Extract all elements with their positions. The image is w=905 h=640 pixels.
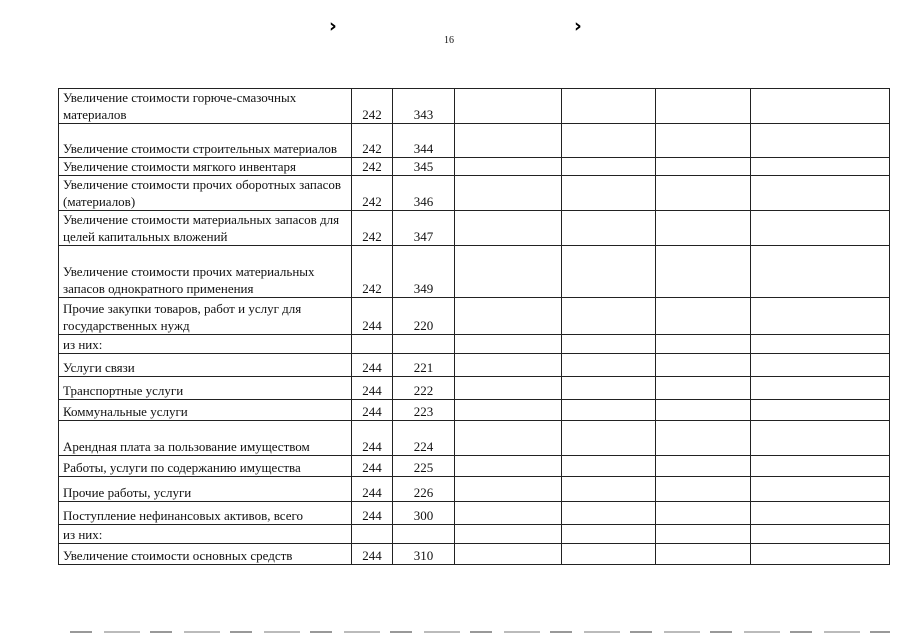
row-value-cell [455,211,562,246]
row-value-cell [562,298,656,335]
table-row [59,176,890,211]
row-kvr-cell: 244 [352,400,393,421]
row-value-cell [656,502,751,525]
row-kosgu-cell [393,525,455,544]
row-value-cell [656,124,751,158]
row-value-cell [455,158,562,176]
row-kvr-cell: 242 [352,246,393,298]
row-value-cell [455,335,562,354]
row-value-cell [751,354,890,377]
row-value-cell [656,298,751,335]
row-value-cell [455,89,562,124]
row-name-cell: Транспортные услуги [59,377,352,400]
row-kosgu-cell: 224 [393,421,455,456]
row-kvr-cell [352,335,393,354]
row-value-cell [751,377,890,400]
row-value-cell [751,89,890,124]
table-row [59,246,890,298]
row-value-cell [455,544,562,565]
row-value-cell [562,477,656,502]
row-value-cell [656,89,751,124]
row-kvr-cell: 242 [352,89,393,124]
table-row [59,158,890,176]
row-name-cell: Увеличение стоимости материальных запасов для целей капитальных вложений [59,211,352,246]
row-name-cell: Увеличение стоимости строительных материалов [59,124,352,158]
page-number: 16 [444,35,454,46]
row-value-cell [751,400,890,421]
row-value-cell [751,211,890,246]
row-value-cell [656,335,751,354]
row-value-cell [455,400,562,421]
row-value-cell [656,400,751,421]
row-name-cell: Арендная плата за пользование имуществом [59,421,352,456]
row-kosgu-cell: 222 [393,377,455,400]
row-value-cell [656,525,751,544]
row-kvr-cell: 242 [352,176,393,211]
row-kosgu-cell: 220 [393,298,455,335]
row-name-cell: Увеличение стоимости основных средств [59,544,352,565]
row-value-cell [455,477,562,502]
row-value-cell [562,124,656,158]
row-value-cell [751,246,890,298]
row-kosgu-cell: 346 [393,176,455,211]
row-name-cell: из них: [59,525,352,544]
table-row [59,400,890,421]
table-row [59,211,890,246]
table-row [59,544,890,565]
table-row [59,354,890,377]
row-name-cell: из них: [59,335,352,354]
row-value-cell [562,525,656,544]
row-value-cell [751,176,890,211]
row-kosgu-cell: 221 [393,354,455,377]
table-row [59,89,890,124]
row-kvr-cell: 244 [352,377,393,400]
row-name-cell: Увеличение стоимости мягкого инвентаря [59,158,352,176]
row-value-cell [562,421,656,456]
table-row [59,335,890,354]
row-kosgu-cell: 310 [393,544,455,565]
row-name-cell: Увеличение стоимости прочих оборотных запасов (материалов) [59,176,352,211]
row-value-cell [455,176,562,211]
row-name-cell: Работы, услуги по содержанию имущества [59,456,352,477]
row-value-cell [562,158,656,176]
row-value-cell [562,89,656,124]
row-value-cell [656,456,751,477]
row-value-cell [562,211,656,246]
row-value-cell [751,544,890,565]
row-value-cell [751,335,890,354]
row-value-cell [455,421,562,456]
row-value-cell [751,421,890,456]
row-kvr-cell: 244 [352,544,393,565]
table-row [59,477,890,502]
table-row [59,124,890,158]
row-value-cell [562,246,656,298]
row-value-cell [751,124,890,158]
row-kvr-cell: 244 [352,456,393,477]
row-value-cell [751,456,890,477]
row-kvr-cell: 244 [352,298,393,335]
row-kvr-cell: 244 [352,477,393,502]
row-value-cell [656,544,751,565]
budget-table-body [59,89,890,565]
row-kosgu-cell: 300 [393,502,455,525]
row-value-cell [562,400,656,421]
row-kosgu-cell [393,335,455,354]
row-kosgu-cell: 347 [393,211,455,246]
row-kosgu-cell: 344 [393,124,455,158]
row-value-cell [455,246,562,298]
table-row [59,525,890,544]
table-row [59,298,890,335]
row-kosgu-cell: 345 [393,158,455,176]
scan-mark-right: › [574,15,582,37]
row-value-cell [455,525,562,544]
row-kvr-cell: 242 [352,211,393,246]
row-value-cell [562,176,656,211]
row-name-cell: Увеличение стоимости горюче-смазочных материалов [59,89,352,124]
row-name-cell: Поступление нефинансовых активов, всего [59,502,352,525]
row-kvr-cell [352,525,393,544]
row-value-cell [455,354,562,377]
row-value-cell [455,456,562,477]
row-value-cell [656,211,751,246]
row-value-cell [751,158,890,176]
row-value-cell [656,477,751,502]
row-name-cell: Коммунальные услуги [59,400,352,421]
row-value-cell [455,502,562,525]
row-value-cell [751,525,890,544]
row-name-cell: Увеличение стоимости прочих материальных запасов однократного применения [59,246,352,298]
row-kosgu-cell: 343 [393,89,455,124]
budget-table [58,88,890,565]
row-kvr-cell: 242 [352,124,393,158]
row-kvr-cell: 244 [352,421,393,456]
row-name-cell: Услуги связи [59,354,352,377]
row-kvr-cell: 244 [352,354,393,377]
row-value-cell [656,354,751,377]
row-value-cell [455,377,562,400]
row-value-cell [656,176,751,211]
row-kosgu-cell: 223 [393,400,455,421]
scan-artifact-line [70,631,890,633]
row-value-cell [455,298,562,335]
row-value-cell [751,298,890,335]
row-value-cell [751,477,890,502]
table-row [59,456,890,477]
row-value-cell [656,158,751,176]
row-value-cell [656,246,751,298]
table-row [59,421,890,456]
row-value-cell [562,377,656,400]
scan-mark-left: › [329,15,337,37]
row-kosgu-cell: 349 [393,246,455,298]
row-kosgu-cell: 226 [393,477,455,502]
row-kosgu-cell: 225 [393,456,455,477]
row-value-cell [562,502,656,525]
row-kvr-cell: 242 [352,158,393,176]
table-row [59,502,890,525]
row-value-cell [562,544,656,565]
row-kvr-cell: 244 [352,502,393,525]
table-row [59,377,890,400]
row-name-cell: Прочие работы, услуги [59,477,352,502]
row-value-cell [562,354,656,377]
row-name-cell: Прочие закупки товаров, работ и услуг для государственных нужд [59,298,352,335]
row-value-cell [656,421,751,456]
row-value-cell [455,124,562,158]
row-value-cell [562,335,656,354]
row-value-cell [656,377,751,400]
row-value-cell [751,502,890,525]
row-value-cell [562,456,656,477]
